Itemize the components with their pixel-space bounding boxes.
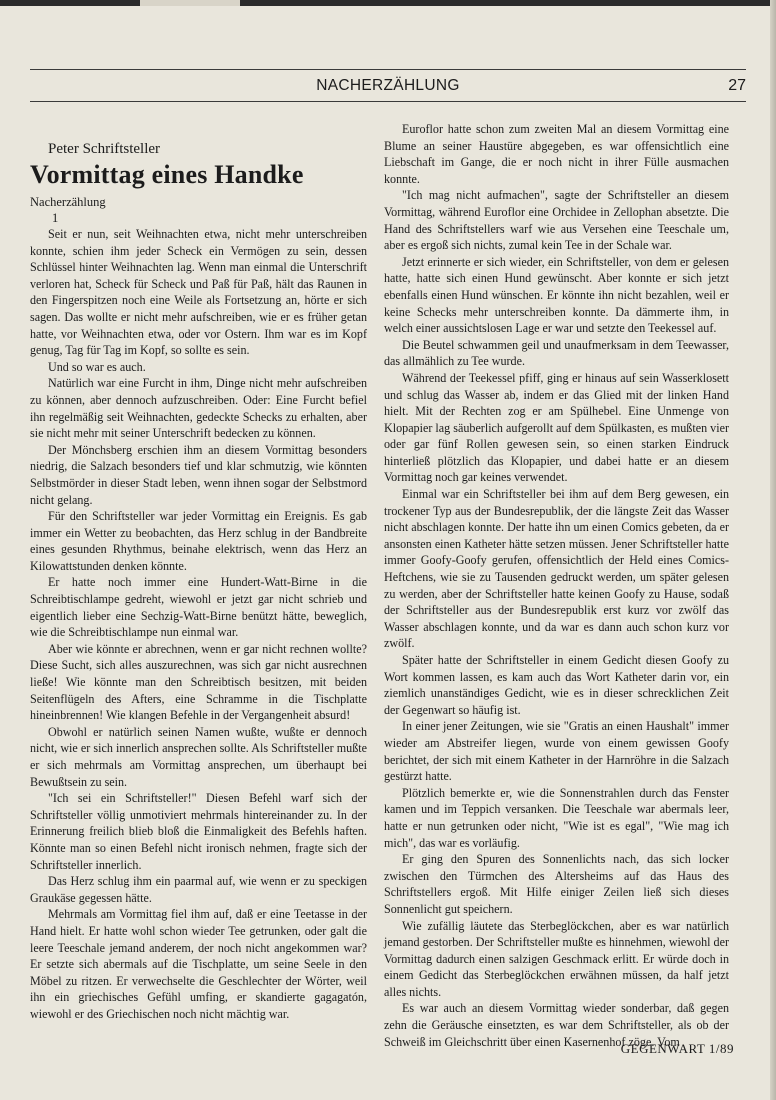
scan-top-edge (0, 0, 776, 6)
section-number: 1 (52, 211, 59, 225)
paragraph: Obwohl er natürlich seinen Namen wußte, wußte er dennoch nicht, wie er sich innerlich ansprechen sollte. Als Schriftsteller mußte er sich mehrmals am Vormittag ansprechen, um überhaupt bei Bewußtsein zu sein. (30, 724, 367, 789)
paragraph: Und so war es auch. (48, 359, 146, 374)
paragraph: Mehrmals am Vormittag fiel ihm auf, daß er eine Teetasse in der Hand hielt. Er hatte wohl schon wieder Tee getrunken, oder galt die leere Teeschale jemand anderem, der noch nicht angekommen war? Er setzte sich abermals auf die Tischplatte, um seine Seele in den Möbel zu ritzen. Er verwechselte die Geschlechter der Wörter, weil ihn ein griechisches Gefühl umfing, er skandierte gagagatón, wiewohl er des Griechischen noch nicht mächtig war. (30, 907, 367, 1021)
paragraph: Er ging den Spuren des Sonnenlichts nach, das sich locker zwischen den Türmchen des Altersheims auf das Haus des Schriftstellers ergoß. Mit Hilfe einiger Zeilen ließ sich dieses Sonnenlicht gut speichern. (384, 852, 729, 916)
paragraph: Während der Teekessel pfiff, ging er hinaus auf sein Wasserklosett und schlug das Wasser ab, indem er das Glied mit der linken Hand hielt. Mit der Rechten zog er am Spülhebel. Eine Unmenge von Klopapier lag säuberlich aufgerollt auf dem Spülkasten, es mußten vier oder gar fünf Rollen gewesen sein, so einen starken Eindruck hinterließ plötzlich das Klopapier, und dabei hatte er an diesem Vormittag noch gar keines verwendet. (384, 370, 729, 485)
paragraph: Der Mönchsberg erschien ihm an diesem Vormittag besonders niedrig, die Salzach besonders tief und klar schmutzig, wie könnten Selbstmörder in dieser Stadt leben, wenn ihnen sogar der Selbstmord nicht gelang. (30, 442, 367, 507)
article-title: Vormittag eines Handke (30, 160, 304, 189)
paragraph: "Ich sei ein Schriftsteller!" Diesen Befehl warf sich der Schriftsteller völlig unmotiviert mehrmals hintereinander zu. In der Erinnerung freilich blieb bloß die Einmaligkeit des Befehls haften. Könnte man so einen Befehl nicht ironisch nehmen, fragte sich der Schriftsteller innerlich. (30, 791, 367, 872)
paragraph: Die Beutel schwammen geil und unaufmerksam in dem Teewasser, das allmählich zu Tee wurde. (384, 337, 729, 369)
paragraph: Plötzlich bemerkte er, wie die Sonnenstrahlen durch das Fenster kamen und im Teppich versanken. Die Teeschale war abermals leer, hatte er nun getrunken oder nicht, "Wie ist es egal", "Wie mag ich mich", das war es vorläufig. (384, 785, 729, 850)
paragraph: Für den Schriftsteller war jeder Vormittag ein Ereignis. Es gab immer ein Wetter zu beobachten, das Herz schlug in der Bandbreite eines gesunden Rhythmus, beinahe elektrisch, wenn das Herz an Kilowattstunden denken könnte. (30, 509, 367, 573)
paragraph: Aber wie könnte er abrechnen, wenn er gar nicht rechnen wollte? Diese Sucht, sich alles auszurechnen, was sich gar nicht ausrechnen ließe! Wie könnte man den Schreibtisch besitzen, mit beiden Seitenflügeln des Afters, eine Schramme in die Tischplatte hineinbrennen! Wie klangen Befehle in der Vergangenheit absurd! (30, 641, 367, 723)
author: Peter Schriftsteller (48, 141, 161, 157)
paragraph: Jetzt erinnerte er sich wieder, ein Schriftsteller, von dem er gelesen hatte, hatte sich einen Hund gewünscht. Aber konnte er sich jetzt ebenfalls einen Hund wünschen. Er könnte ihn nicht bezahlen, weil er keine Schecks mehr unterschreiben konnte. Da dämmerte ihm, in welch einer aussichtslosen Lage er war und setzte den Teekessel auf. (384, 254, 729, 336)
article-subtitle: Nacherzählung (30, 195, 106, 209)
paragraph: Später hatte der Schriftsteller in einem Gedicht diesen Goofy zu Wort kommen lassen, es kam auch das Wort Katheter darin vor, ein ziemlich unanständiges Gedicht, wie es in dieser schrecklichen Zeit der Gegenwart so häufig ist. (384, 653, 729, 717)
left-column (30, 139, 367, 1023)
paragraph: "Ich mag nicht aufmachen", sagte der Schriftsteller an diesem Vormittag, während Euroflor eine Orchidee in Zellophan absetzte. Die Hand des Schriftstellers warf wie aus Versehen eine Teeschale um, aber es ergoß sich nichts, zumal kein Tee in der Schale war. (384, 188, 729, 253)
scan-right-edge (770, 0, 776, 1100)
paragraph: Das Herz schlug ihm ein paarmal auf, wie wenn er zu speckigen Graukäse gegessen hätte. (30, 874, 367, 905)
paragraph: Seit er nun, seit Weihnachten etwa, nicht mehr unterschreiben konnte, schien ihm jeder Scheck ein Vermögen zu sein, dessen Schlüssel hinter Weihnachten lag. Wenn man einmal die Unterschrift verloren hat, Scheck für Scheck und Paß für Paß, hält das Raunen in den Fingerspitzen noch eine Weile als Fortsetzung an, hörte er sich sagen. Das wollte er nicht mehr aufschreiben, wie er es früher getan hatte, vor Weihnachten etwa, oder vor Ostern. Ihm war es im Kopf genug, Tag für Tag im Kopf, so sollte es sein. (30, 227, 367, 358)
header-rule-bottom (30, 101, 746, 102)
right-column (384, 121, 729, 1050)
running-head: NACHERZÄHLUNG (316, 77, 460, 94)
paragraph: Natürlich war eine Furcht in ihm, Dinge nicht mehr aufschreiben zu können, aber dennoch aufzuschreiben. Oder: Eine Furcht befiel ihn regelmäßig seit Weihnachten, gedeckte Schecks zu erhalten, aber sie nicht mehr mit seiner Unterschrift bedecken zu können. (30, 376, 367, 441)
paragraph: In einer jener Zeitungen, wie sie "Gratis an einen Haushalt" immer wieder am Abstreifer liegen, wurde von einem gewissen Goofy berichtet, der sich mit einem Katheter in der Harnröhre in die Salzach gestürzt hatte. (384, 719, 729, 784)
paragraph: Es war auch an diesem Vormittag wieder sonderbar, daß gegen zehn die Geräusche einsetzten, es war dem Schriftsteller, als ob der Schweiß im Gleichschritt über einen Kasernenhof zöge. Vom (384, 1001, 729, 1049)
header-rule-top (30, 69, 746, 70)
page-number: 27 (728, 77, 746, 94)
paragraph: Einmal war ein Schriftsteller bei ihm auf dem Berg gewesen, ein trockener Typ aus der Bundesrepublik, der die längste Zeit das Wasser nicht abschlagen konnte. Der hatte ihn um einen Comics gebeten, da er ansonsten einen Katheter hätte setzen müssen. Jener Schriftsteller hatte immer Goofy-Goofy gerufen, offensichtlich der Held eines Comics-Heftchens, wie sie zu Tausenden gedruckt werden, um später gelesen zu werden, aber der Schriftsteller hatte keinen Goofy zu Hause, sodaß der Schriftsteller aus der Bundesrepublik erst kurz vor zwölf das Wasser abschlagen konnte, und da war es dann auch schon kurz vor zwölf. (384, 487, 729, 651)
paragraph: Euroflor hatte schon zum zweiten Mal an diesem Vormittag eine Blume an seiner Haustüre abgegeben, es war offensichtlich eine Liebschaft im Gange, die er noch nicht in ihrer Fülle ausmachen konnte. (384, 122, 729, 186)
paragraph: Er hatte noch immer eine Hundert-Watt-Birne in die Schreibtischlampe gedreht, wiewohl er jetzt gar nicht schrieb und eigentlich lieber eine Sechzig-Watt-Birne benützt hätte, beweglich, wie die Schreibtischlampe nun einmal war. (30, 575, 367, 640)
paragraph: Wie zufällig läutete das Sterbeglöckchen, aber es war natürlich jemand gestorben. Der Schriftsteller mußte es hinnehmen, wiewohl der Vormittag dadurch einen salzigen Geschmack erlitt. Er würde doch in einem Gedicht das Sterbeglöckchen erwähnen müssen, da half jetzt alles nichts. (384, 918, 729, 999)
journal-footer: GEGENWART 1/89 (620, 1041, 734, 1056)
